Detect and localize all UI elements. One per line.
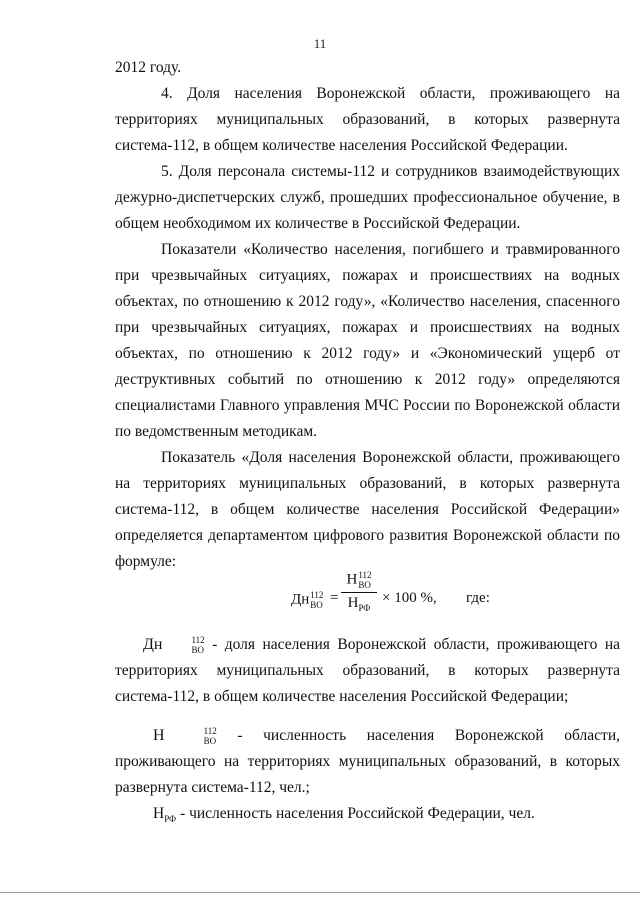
definition-1-sup: 112 <box>191 635 205 646</box>
formula-num-sup: 112 <box>358 570 372 580</box>
formula-lhs-sup: 112 <box>310 590 324 600</box>
formula-multiplier: × 100 %, <box>382 590 437 606</box>
definition-3-sub: РФ <box>164 814 177 825</box>
formula-lhs-base: Дн <box>291 591 310 608</box>
formula-num-sub: ВО <box>358 580 371 590</box>
formula-lhs <box>291 590 323 610</box>
definition-2-symbol <box>153 726 217 747</box>
formula-numerator <box>341 570 377 593</box>
formula-den-sub: РФ <box>358 603 371 613</box>
definition-2-sup: 112 <box>203 726 217 737</box>
formula-equals: = <box>330 590 339 606</box>
formula-num-base: Н <box>346 571 358 588</box>
definition-3 <box>115 801 620 827</box>
paragraph-continuation: 2012 году. <box>115 59 182 76</box>
definition-1 <box>115 632 620 710</box>
formula <box>0 568 640 628</box>
formula-where: где: <box>466 590 490 606</box>
paragraph-formula-intro: Показатель «Доля населения Воронежской области, проживающего на территориях муниципальных образований, в которых развернута система-112, в общем количестве населения Российской Федерации» определяется департаментом цифрового развития Воронежской области по формуле: <box>115 449 620 570</box>
paragraph-item-4: 4. Доля населения Воронежской области, проживающего на территориях муниципальных образований, в которых развернута система-112, в общем количестве населения Российской Федерации. <box>115 85 620 154</box>
paragraph-item-5: 5. Доля персонала системы-112 и сотрудников взаимодействующих дежурно-диспетчерских служб, прошедших профессиональное обучение, в общем необходимом их количестве в Российской Федерации. <box>115 163 620 232</box>
definition-2-base: Н <box>153 727 165 744</box>
body-text-top <box>115 55 620 575</box>
formula-denominator <box>341 593 377 612</box>
page-number: 11 <box>313 36 327 51</box>
definition-1-base: Дн <box>143 636 163 653</box>
definition-3-base: Н <box>153 805 165 822</box>
definition-3-text: - численность населения Российской Федерации, чел. <box>176 805 535 822</box>
definition-2 <box>115 723 620 801</box>
formula-den-base: Н <box>347 595 359 611</box>
definition-2-text: - численность населения Воронежской области, проживающего на территориях муниципальных образований, в которых развернута система-112, чел.; <box>115 727 620 796</box>
page-bottom-rule <box>0 892 640 893</box>
formula-lhs-sub: ВО <box>310 600 323 610</box>
definition-3-symbol <box>153 805 177 825</box>
paragraph-indicators: Показатели «Количество населения, погибшего и травмированного при чрезвычайных ситуациях, пожарах и происшествиях на водных объектах, по отношению к 2012 году», «Количество населения, спасенного при чрезвычайных ситуациях, пожарах и происшествиях на водных объектах, по отношению к 2012 году» и «Экономический ущерб от деструктивных событий по отношению к 2012 году» определяются специалистами Главного управления МЧС России по Воронежской области по ведомственным методикам. <box>115 241 620 440</box>
formula-fraction <box>341 570 377 612</box>
definition-1-text: - доля населения Воронежской области, проживающего на территориях муниципальных образований, в которых развернута система-112, в общем количестве населения Российской Федерации; <box>115 636 620 705</box>
definition-1-symbol <box>143 635 205 656</box>
definition-2-sub: ВО <box>203 736 217 747</box>
definition-1-sub: ВО <box>191 645 204 656</box>
